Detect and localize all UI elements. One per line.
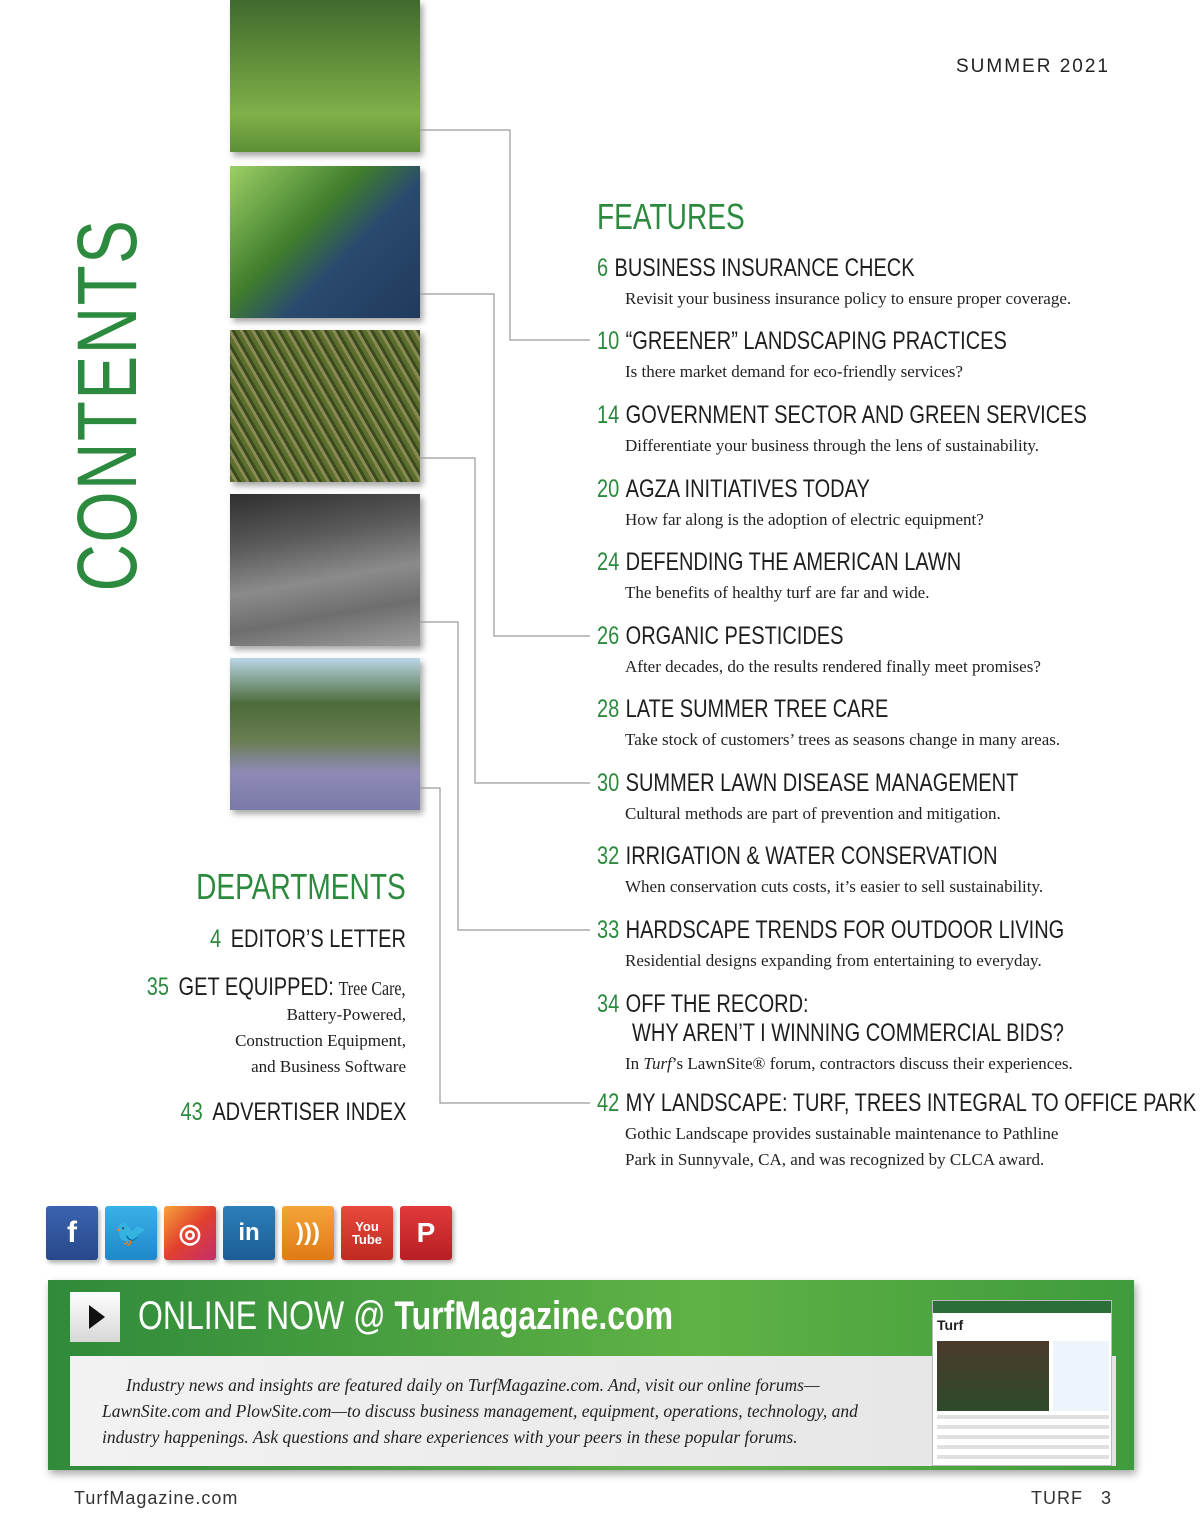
online-url[interactable]: TurfMagazine.com — [394, 1294, 674, 1338]
feature-title: SUMMER LAWN DISEASE MANAGEMENT — [625, 769, 1019, 797]
feature-title: BUSINESS INSURANCE CHECK — [614, 254, 915, 282]
feature-desc-line: Park in Sunnyvale, CA, and was recognized by CLCA award. — [625, 1150, 1045, 1169]
website-hero-image — [937, 1341, 1049, 1411]
feature-page: 42 — [597, 1089, 620, 1117]
feature-page: 33 — [597, 916, 620, 944]
website-screenshot — [932, 1300, 1112, 1466]
feature-desc: Revisit your business insurance policy to ensure proper coverage. — [625, 289, 1072, 308]
department-title: EDITOR’S LETTER — [230, 925, 406, 953]
youtube-label-bottom: Tube — [351, 1232, 383, 1247]
features-heading: FEATURES — [597, 196, 745, 237]
feature-desc: The benefits of healthy turf are far and wide. — [625, 583, 930, 602]
feature-title: IRRIGATION & WATER CONSERVATION — [625, 842, 998, 870]
feature-title-rest: TURF, TREES INTEGRAL TO OFFICE PARK — [787, 1089, 1197, 1117]
connector-line — [420, 622, 590, 930]
feature-page: 28 — [597, 695, 620, 723]
feature-item[interactable] — [597, 769, 1157, 827]
department-desc-line: Battery-Powered, — [286, 1005, 406, 1024]
feature-title: GOVERNMENT SECTOR AND GREEN SERVICES — [625, 401, 1087, 429]
department-page: 35 — [147, 973, 170, 1001]
departments-heading: DEPARTMENTS — [196, 866, 406, 907]
play-icon[interactable] — [70, 1292, 120, 1342]
feature-title: AGZA INITIATIVES TODAY — [625, 475, 870, 503]
connector-line — [420, 788, 590, 1103]
feature-desc-em: Turf — [643, 1054, 672, 1073]
instagram-icon[interactable]: ◎ — [164, 1206, 216, 1260]
feature-desc: Is there market demand for eco-friendly services? — [625, 362, 963, 381]
department-page: 4 — [210, 925, 222, 953]
feature-item[interactable] — [597, 254, 1157, 312]
department-item[interactable] — [82, 973, 406, 1080]
department-title: GET EQUIPPED: — [179, 973, 335, 1001]
feature-item[interactable] — [597, 1089, 1197, 1173]
feature-title: MY LANDSCAPE: — [625, 1089, 788, 1117]
feature-page: 6 — [597, 254, 609, 282]
feature-item[interactable] — [597, 327, 1157, 385]
youtube-label-top: You — [355, 1219, 379, 1234]
feature-desc: Differentiate your business through the lens of sustainability. — [625, 436, 1040, 455]
feature-desc: Take stock of customers’ trees as seasons change in many areas. — [625, 730, 1061, 749]
feature-desc: After decades, do the results rendered finally meet promises? — [625, 657, 1041, 676]
feature-item[interactable] — [597, 916, 1157, 974]
department-desc-line: Construction Equipment, — [235, 1031, 406, 1050]
feature-item[interactable] — [597, 475, 1157, 533]
page-number: 3 — [1100, 1488, 1112, 1508]
feature-title: “GREENER” LANDSCAPING PRACTICES — [625, 327, 1007, 355]
connector-line — [420, 458, 590, 783]
feature-page: 32 — [597, 842, 620, 870]
rss-icon[interactable]: ))) — [282, 1206, 334, 1260]
pinterest-icon[interactable]: P — [400, 1206, 452, 1260]
feature-page: 24 — [597, 548, 620, 576]
twitter-icon[interactable]: 🐦 — [105, 1206, 157, 1260]
feature-page: 30 — [597, 769, 620, 797]
feature-page: 34 — [597, 990, 620, 1018]
contents-title: CONTENTS — [60, 218, 154, 592]
feature-title: OFF THE RECORD: — [625, 990, 809, 1018]
website-sidebar — [1053, 1341, 1109, 1411]
footer-magazine: TURF — [1030, 1488, 1083, 1508]
feature-page: 10 — [597, 327, 620, 355]
online-label: ONLINE NOW @ — [138, 1294, 395, 1338]
department-item[interactable] — [161, 925, 406, 954]
feature-subtitle: WHY AREN’T I WINNING COMMERCIAL BIDS? — [632, 1019, 1064, 1047]
footer-folio — [1031, 1488, 1112, 1509]
feature-desc-pre: In — [625, 1054, 644, 1073]
connector-line — [420, 130, 590, 340]
feature-item[interactable] — [597, 401, 1157, 459]
connector-line — [420, 294, 590, 636]
feature-desc — [625, 1051, 1157, 1077]
online-text: Industry news and insights are featured daily on TurfMagazine.com. And, visit our online forums—LawnSite.com and PlowSite.com—to discuss business management, equipment, operations, technology, and industry happenings. Ask questions and share experiences with your peers in these popular forums. — [102, 1375, 858, 1447]
feature-item[interactable] — [597, 548, 1157, 606]
feature-desc-line: Gothic Landscape provides sustainable maintenance to Pathline — [625, 1124, 1059, 1143]
online-title[interactable] — [138, 1294, 673, 1339]
feature-item[interactable] — [597, 695, 1157, 753]
department-title: ADVERTISER INDEX — [211, 1098, 406, 1126]
website-logo: Turf — [937, 1317, 964, 1333]
feature-item[interactable] — [597, 990, 1157, 1077]
issue-date: SUMMER 2021 — [956, 56, 1110, 77]
website-article-list — [937, 1415, 1109, 1463]
facebook-icon[interactable]: f — [46, 1206, 98, 1260]
department-desc-line: and Business Software — [251, 1057, 406, 1076]
online-banner — [48, 1280, 1134, 1470]
feature-title: DEFENDING THE AMERICAN LAWN — [625, 548, 962, 576]
department-page: 43 — [180, 1098, 203, 1126]
footer-website: TurfMagazine.com — [74, 1488, 239, 1508]
feature-title: LATE SUMMER TREE CARE — [625, 695, 889, 723]
feature-page: 14 — [597, 401, 620, 429]
feature-page: 20 — [597, 475, 620, 503]
feature-desc: Cultural methods are part of prevention and mitigation. — [625, 804, 1001, 823]
social-icons — [46, 1206, 452, 1260]
department-desc-first: Tree Care, — [339, 978, 406, 1000]
youtube-icon[interactable] — [341, 1206, 393, 1260]
department-item[interactable] — [124, 1098, 406, 1127]
feature-title: HARDSCAPE TRENDS FOR OUTDOOR LIVING — [625, 916, 1065, 944]
feature-desc: When conservation cuts costs, it’s easier to sell sustainability. — [625, 877, 1044, 896]
linkedin-icon[interactable]: in — [223, 1206, 275, 1260]
feature-item[interactable] — [597, 842, 1157, 900]
feature-desc-post: ’s LawnSite® forum, contractors discuss their experiences. — [671, 1054, 1073, 1073]
feature-item[interactable] — [597, 622, 1157, 680]
feature-page: 26 — [597, 622, 620, 650]
feature-desc: How far along is the adoption of electric equipment? — [625, 510, 984, 529]
feature-desc: Residential designs expanding from entertaining to everyday. — [625, 951, 1042, 970]
feature-title: ORGANIC PESTICIDES — [625, 622, 844, 650]
